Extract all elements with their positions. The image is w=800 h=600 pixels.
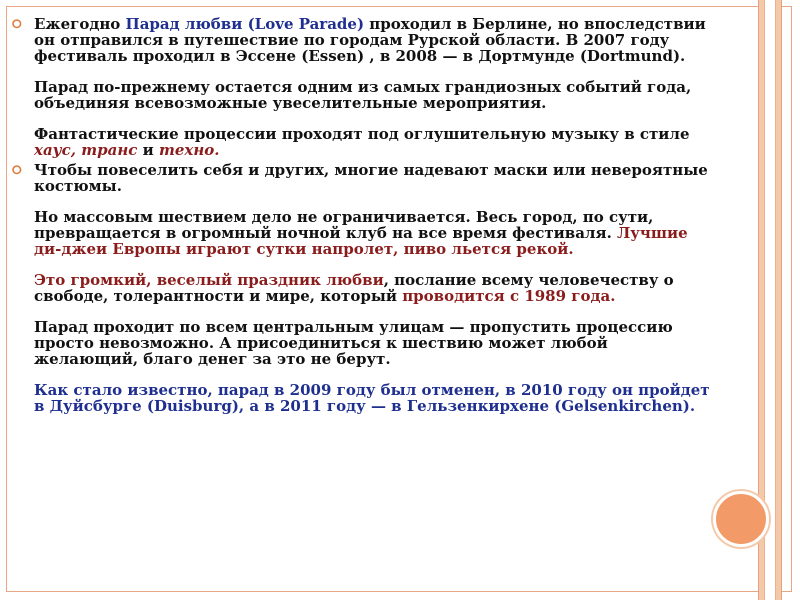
text: Фантастические процессии проходят под оглушительную музыку в стиле <box>34 125 690 143</box>
bullet-icon: ⭘ <box>12 17 22 31</box>
genre-techno: техно <box>158 141 215 159</box>
paragraph-night-club <box>34 209 712 257</box>
paragraph-love-festival <box>34 272 712 304</box>
separator: , <box>70 141 82 159</box>
bullet-item-2 <box>12 162 712 414</box>
bullet-icon: ⭘ <box>12 163 22 177</box>
paragraph-future-cities: Как стало известно, парад в 2009 году был отменен, в 2010 году он пройдет в Дуйсбурге (Duisburg), а в 2011 году — в Гельзенкирхене (Gelsenkirchen). <box>34 381 710 415</box>
genre-trance: транс <box>81 141 138 159</box>
bullet-item-1 <box>12 16 712 158</box>
text: Но массовым шествием дело не ограничивается. Весь город, по сути, превращается в огромный ночной клуб на все время фестиваля. <box>34 208 654 242</box>
decorative-circle <box>713 491 769 547</box>
highlight-djs: Лучшие ди-джеи Европы играют сутки напролет, пиво льется рекой. <box>34 224 688 258</box>
conjunction: и <box>137 141 159 159</box>
highlight-since-1989: проводится с 1989 года. <box>402 287 616 305</box>
paragraph-grand-event: Парад по-прежнему остается одним из самых грандиозных событий года, объединяя всевозможные увеселительные мероприятия. <box>34 78 692 112</box>
text: , послание всему человечеству о свободе, толерантности и мире, который <box>34 271 674 305</box>
love-parade-link[interactable]: Парад любви (Love Parade) <box>125 15 365 33</box>
paragraph-route: Парад проходит по всем центральным улицам — пропустить процессию просто невозможно. А присоединиться к шествию может любой желающий, благо денег за это не берут. <box>34 318 673 368</box>
text: Ежегодно <box>34 15 126 33</box>
text: проходил в Берлине, но впоследствии он отправился в путешествие по городам Рурской области. В 2007 году фестиваль проходил в Эссене (Essen) , в 2008 — в Дортмунде (Dortmund). <box>34 15 706 65</box>
genre-house: хаус <box>34 141 71 159</box>
highlight-festival: Это громкий, веселый праздник любви <box>34 271 384 289</box>
paragraph-music-styles <box>34 126 712 158</box>
paragraph-love-parade-intro <box>34 16 712 64</box>
paragraph-masks: Чтобы повеселить себя и других, многие надевают маски или невероятные костюмы. <box>34 161 708 195</box>
slide-content <box>12 16 712 414</box>
period: . <box>214 141 220 159</box>
